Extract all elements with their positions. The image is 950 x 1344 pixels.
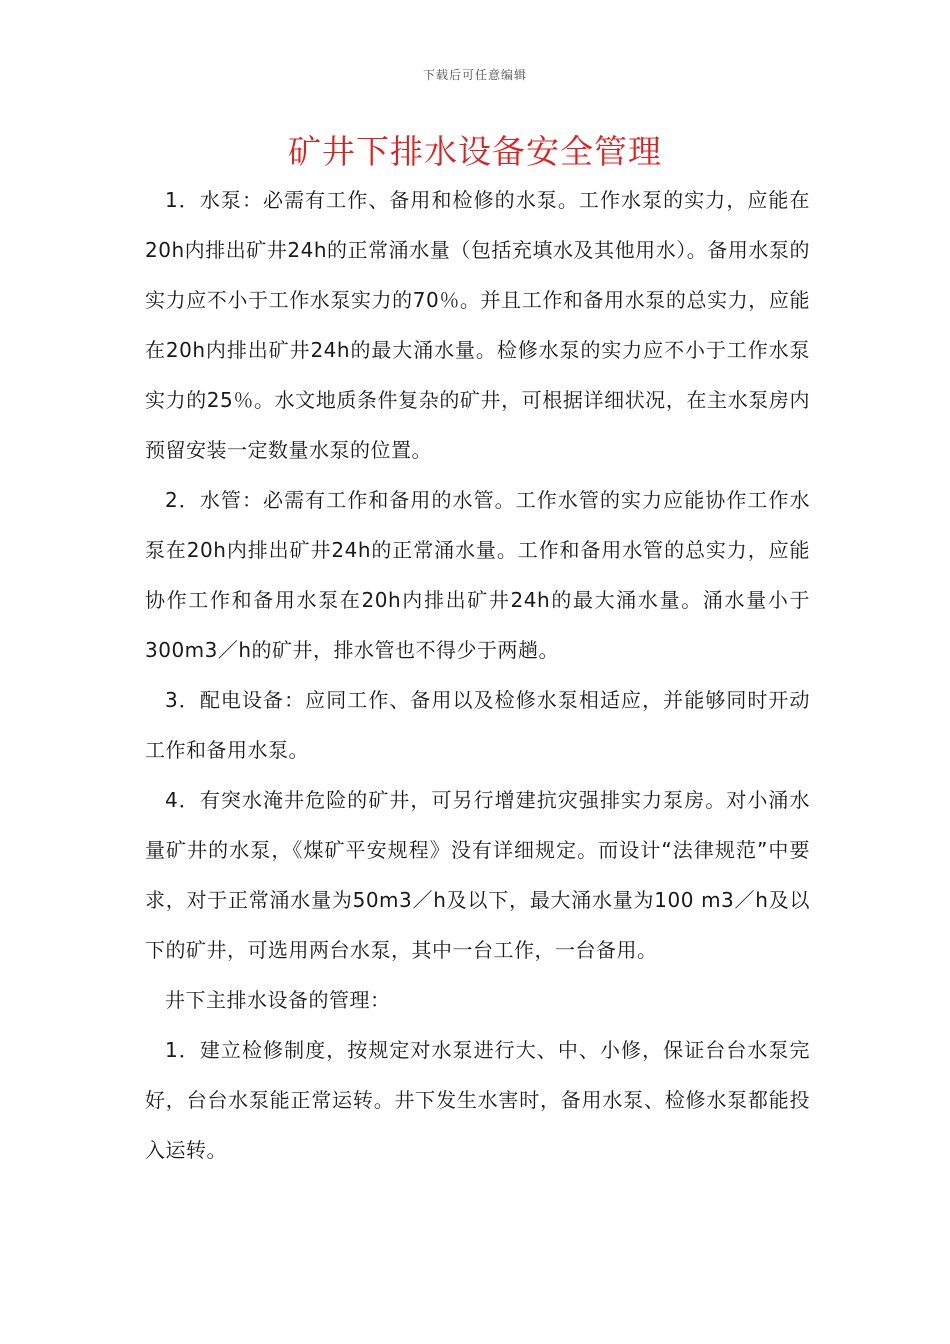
section-heading-management: 井下主排水设备的管理： [165, 988, 391, 1012]
header-note: 下载后可任意编辑 [422, 68, 527, 82]
document-body [145, 175, 810, 1175]
paragraph-water-pipe: 2．水管：必需有工作和备用的水管。工作水管的实力应能协作工作水泵在20h内排出矿井24h的正常涌水量。工作和备用水管的总实力，应能协作工作和备用水泵在20h内排出矿井24h的最大涌水量。涌水量小于300m3／h的矿井，排水管也不得少于两趟。 [145, 488, 810, 662]
paragraph-maintenance-system: 1．建立检修制度，按规定对水泵进行大、中、小修，保证台台水泵完好，台台水泵能正常运转。井下发生水害时，备用水泵、检修水泵都能投入运转。 [145, 1038, 810, 1162]
paragraph-flood-risk: 4．有突水淹井危险的矿井，可另行增建抗灾强排实力泵房。对小涌水量矿井的水泵，《煤矿平安规程》没有详细规定。而设计“法律规范”中要求，对于正常涌水量为50m3／h及以下，最大涌水量为100 m3／h及以下的矿井，可选用两台水泵，其中一台工作，一台备用。 [145, 788, 810, 962]
document-title: 矿井下排水设备安全管理 [288, 132, 662, 171]
paragraph-water-pump: 1．水泵：必需有工作、备用和检修的水泵。工作水泵的实力，应能在20h内排出矿井24h的正常涌水量（包括充填水及其他用水）。备用水泵的实力应不小于工作水泵实力的70％。并且工作和备用水泵的总实力，应能在20h内排出矿井24h的最大涌水量。检修水泵的实力应不小于工作水泵实力的25％。水文地质条件复杂的矿井，可根据详细状况，在主水泵房内预留安装一定数量水泵的位置。 [145, 188, 810, 462]
paragraph-power-equipment: 3．配电设备：应同工作、备用以及检修水泵相适应，并能够同时开动工作和备用水泵。 [145, 688, 810, 762]
